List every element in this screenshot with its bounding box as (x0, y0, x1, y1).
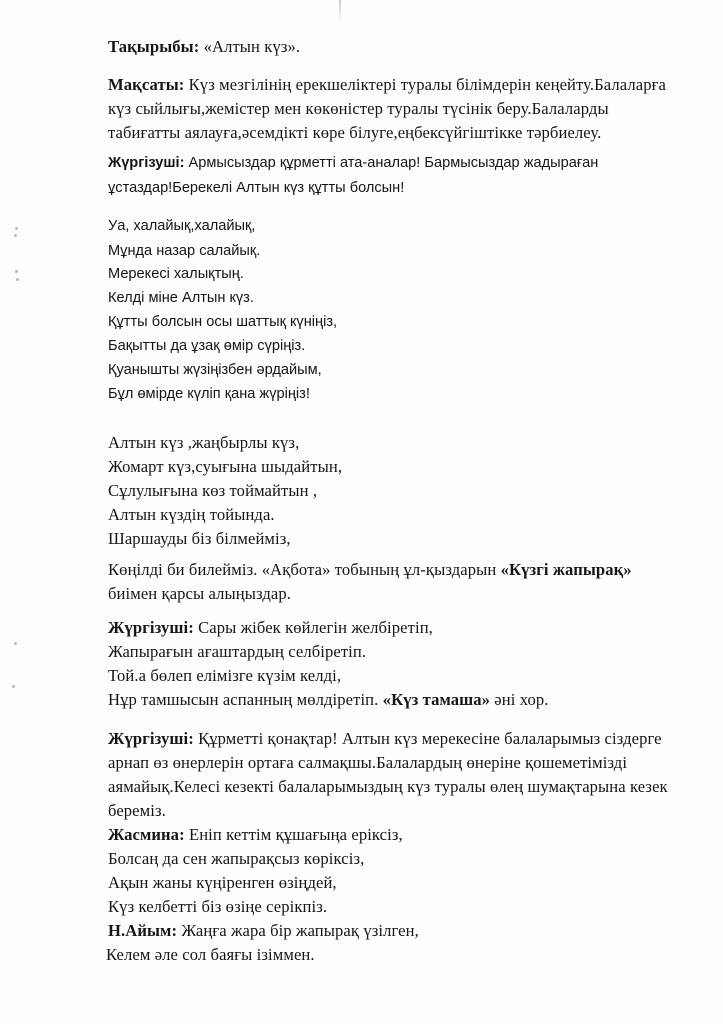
dance-line-1 (108, 560, 632, 580)
host3-text-1: Құрметті қонақтар! Алтын күз мерекесіне балаларымыз сіздерге (193, 729, 662, 748)
poem2-line: Жомарт күз,суығына шыдайтын, (108, 457, 343, 476)
topic-label: Тақырыбы: (108, 37, 200, 56)
host1-line-2: ұстаздар!Берекелі Алтын күз құтты болсын! (108, 180, 405, 196)
host3-line-3: аямайық.Келесі кезекті балаларымыздың күз туралы өлең шумақтарына кезек (108, 777, 668, 796)
dance-text: Көңілді би билейміз. «Ақбота» тобының ұл-қыздарын (108, 560, 501, 579)
jasmina-text-1: Еніп кеттім құшағыңа еріксіз, (184, 825, 403, 844)
topic-text: «Алтын күз». (199, 37, 301, 56)
aiym-text-1: Жаңға жара бір жапырақ үзілген, (177, 921, 419, 940)
jasmina-label: Жасмина: (108, 825, 185, 844)
poem1-line: Бұл өмірде күліп қана жүріңіз! (108, 386, 310, 402)
host2-line-1 (108, 618, 433, 638)
goal-label: Мақсаты: (108, 75, 185, 94)
dance-line-2: биімен қарсы алыңыздар. (108, 584, 291, 603)
host2-text-1: Сары жібек көйлегін желбіретіп, (193, 618, 433, 637)
poem1-line: Құтты болсын осы шаттық күніңіз, (108, 314, 338, 330)
aiym-line-2: Келем әле сол баяғы ізіммен. (106, 945, 315, 964)
poem1-line: Қуанышты жүзіңізбен әрдайым, (108, 362, 322, 378)
aiym-line-1 (108, 921, 419, 941)
host3-label: Жүргізуші: (108, 729, 194, 748)
jasmina-line-4: Күз келбетті біз өзіңе серікпіз. (108, 897, 328, 916)
scan-artifact-mark (339, 0, 341, 24)
aiym-label: Н.Айым: (108, 921, 178, 940)
poem1-line: Бақытты да ұзақ өмір сүріңіз. (108, 338, 306, 354)
host1-label: Жүргізуші: (108, 155, 185, 171)
goal-line-3: табиғатты аялауға,әсемдікті көре білуге,еңбексүйгіштікке тәрбиелеу. (108, 123, 602, 142)
host2-line-2: Жапырағын ағаштардың селбіретіп. (108, 642, 367, 661)
scan-speck (12, 685, 15, 688)
scan-speck (15, 227, 18, 230)
poem1-line: Келді міне Алтын күз. (108, 290, 254, 306)
scan-speck (15, 270, 18, 273)
goal-line-1 (108, 75, 666, 95)
host1-text-1: Армысыздар құрметті ата-аналар! Бармысыздар жадыраған (184, 155, 599, 171)
scan-speck (14, 642, 17, 645)
host1-line-1 (108, 155, 598, 171)
poem2-line: Алтын күз ,жаңбырлы күз, (108, 433, 300, 452)
goal-text-1: Күз мезгілінің ерекшеліктері туралы білімдерін кеңейту.Балаларға (184, 75, 666, 94)
poem2-line: Шаршауды біз білмейміз, (108, 529, 291, 548)
host3-line-4: береміз. (108, 801, 166, 820)
scan-speck (16, 278, 19, 281)
topic-line (108, 37, 300, 57)
poem1-line: Мерекесі халықтың. (108, 266, 244, 282)
host2-text-4: Нұр тамшысын аспанның мөлдіретіп. (108, 690, 383, 709)
poem1-line: Уа, халайық,халайық, (108, 218, 256, 234)
host3-line-1 (108, 729, 662, 749)
host2-label: Жүргізуші: (108, 618, 194, 637)
poem2-line: Алтын күздің тойында. (108, 505, 275, 524)
host2-line-4 (108, 690, 549, 710)
dance-title: «Күзгі жапырақ» (500, 560, 632, 579)
goal-line-2: күз сыйлығы,жемістер мен көкөністер туралы түсінік беру.Балаларды (108, 99, 609, 118)
host2-text-4b: әні хор. (490, 690, 549, 709)
poem1-line: Мұнда назар салайық. (108, 243, 261, 259)
jasmina-line-1 (108, 825, 403, 845)
host3-line-2: арнап өз өнерлерін ортаға салмақшы.Балалардың өнеріне қошеметімізді (108, 753, 628, 772)
jasmina-line-2: Болсаң да сен жапырақсыз көріксіз, (108, 849, 365, 868)
poem2-line: Сұлулығына көз тоймайтын , (108, 481, 318, 500)
jasmina-line-3: Ақын жаны күңіренген өзіңдей, (108, 873, 337, 892)
song-title: «Күз тамаша» (382, 690, 491, 709)
host2-line-3: Той.а бөлеп елімізге күзім келді, (108, 666, 342, 685)
scan-speck (14, 234, 17, 237)
